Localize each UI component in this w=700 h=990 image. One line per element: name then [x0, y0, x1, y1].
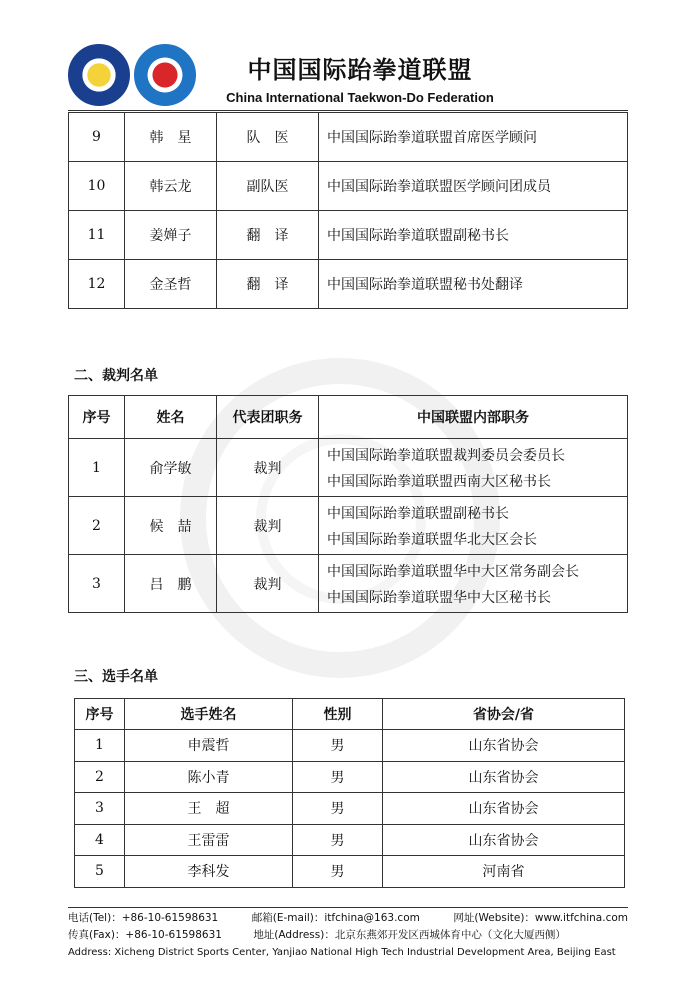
table-row: [69, 439, 628, 497]
cell-name: 韩云龙: [125, 162, 217, 211]
cell-position: 中国国际跆拳道联盟副秘书长: [319, 211, 628, 260]
cell-no: 5: [75, 856, 125, 888]
cell-association: 河南省: [383, 856, 625, 888]
cell-name: 陈小青: [125, 761, 293, 793]
cell-no: 2: [69, 497, 125, 555]
table-row: [75, 761, 625, 793]
cell-no: 3: [75, 793, 125, 825]
org-title-english: China International Taekwon-Do Federation: [226, 90, 494, 105]
footer-row-contacts: [68, 910, 628, 927]
cell-position: 中国国际跆拳道联盟首席医学顾问: [319, 113, 628, 162]
cell-gender: 男: [293, 793, 383, 825]
footer-fax: 传真(Fax)：+86-10-61598631: [68, 929, 222, 941]
table-row: [69, 162, 628, 211]
cell-no: 11: [69, 211, 125, 260]
table-row: [69, 113, 628, 162]
cell-no: 1: [69, 439, 125, 497]
table-row: [75, 730, 625, 762]
cell-position: [319, 439, 628, 497]
footer-contact: [68, 910, 628, 961]
cell-gender: 男: [293, 856, 383, 888]
table-header-row: [69, 396, 628, 439]
cell-position: 中国国际跆拳道联盟医学顾问团成员: [319, 162, 628, 211]
col-header-no: 序号: [69, 396, 125, 439]
cell-gender: 男: [293, 761, 383, 793]
table-row: [69, 555, 628, 613]
cell-role: 裁判: [217, 439, 319, 497]
cell-position: [319, 555, 628, 613]
position-line: 中国国际跆拳道联盟副秘书长: [327, 505, 509, 522]
table-row: [69, 260, 628, 309]
cell-name: 李科发: [125, 856, 293, 888]
cell-gender: 男: [293, 730, 383, 762]
cell-role: 翻 译: [217, 211, 319, 260]
cell-name: 王 超: [125, 793, 293, 825]
footer-divider: [68, 907, 628, 908]
cell-role: 翻 译: [217, 260, 319, 309]
cell-name: 王雷雷: [125, 824, 293, 856]
position-line: 中国国际跆拳道联盟西南大区秘书长: [327, 473, 551, 490]
footer-tel: 电话(Tel)：+86-10-61598631: [68, 912, 219, 924]
position-line: 中国国际跆拳道联盟华中大区秘书长: [327, 589, 551, 606]
footer-email: 邮箱(E-mail)：itfchina@163.com: [251, 912, 420, 924]
cell-role: 裁判: [217, 497, 319, 555]
letterhead: [0, 0, 700, 112]
col-header-no: 序号: [75, 699, 125, 730]
cell-association: 山东省协会: [383, 730, 625, 762]
footer-address-en: Address: Xicheng District Sports Center, Yanjiao National High Tech Industrial Development Area, Beijing East: [68, 947, 616, 958]
footer-row-fax: [68, 927, 628, 944]
cell-association: 山东省协会: [383, 824, 625, 856]
section-heading-athletes: 三、选手名单: [74, 669, 158, 685]
org-title-chinese: 中国国际跆拳道联盟: [247, 56, 473, 84]
cell-association: 山东省协会: [383, 793, 625, 825]
footer-website: 网址(Website)：www.itfchina.com: [453, 912, 628, 924]
col-header-position: 中国联盟内部职务: [319, 396, 628, 439]
section-heading-referees: 二、裁判名单: [74, 368, 158, 384]
col-header-name: 姓名: [125, 396, 217, 439]
china-itf-emblem-logo: [134, 44, 196, 106]
cell-no: 3: [69, 555, 125, 613]
cell-name: 金圣哲: [125, 260, 217, 309]
table-row: [75, 793, 625, 825]
cell-role: 副队医: [217, 162, 319, 211]
col-header-gender: 性别: [293, 699, 383, 730]
table-header-row: [75, 699, 625, 730]
cell-gender: 男: [293, 824, 383, 856]
cell-name: 姜婵子: [125, 211, 217, 260]
staff-table-continued: [68, 112, 628, 309]
table-row: [75, 856, 625, 888]
position-line: 中国国际跆拳道联盟裁判委员会委员长: [327, 447, 565, 464]
table-row: [75, 824, 625, 856]
position-line: 中国国际跆拳道联盟华中大区常务副会长: [327, 563, 579, 580]
athlete-table: [74, 698, 625, 888]
cell-no: 10: [69, 162, 125, 211]
cell-no: 2: [75, 761, 125, 793]
col-header-association: 省协会/省: [383, 699, 625, 730]
cell-association: 山东省协会: [383, 761, 625, 793]
table-row: [69, 497, 628, 555]
cell-name: 韩 星: [125, 113, 217, 162]
referee-table: [68, 395, 628, 613]
cell-name: 候 喆: [125, 497, 217, 555]
col-header-role: 代表团职务: [217, 396, 319, 439]
itf-emblem-logo: [68, 44, 130, 106]
cell-name: 吕 鹏: [125, 555, 217, 613]
cell-name: 俞学敏: [125, 439, 217, 497]
cell-no: 1: [75, 730, 125, 762]
cell-no: 9: [69, 113, 125, 162]
col-header-athlete-name: 选手姓名: [125, 699, 293, 730]
cell-name: 申震哲: [125, 730, 293, 762]
cell-no: 4: [75, 824, 125, 856]
footer-address-cn: 地址(Address)：北京东燕郊开发区西城体育中心（文化大厦西侧）: [253, 929, 566, 941]
header-divider: [68, 110, 628, 111]
cell-no: 12: [69, 260, 125, 309]
cell-role: 裁判: [217, 555, 319, 613]
cell-role: 队 医: [217, 113, 319, 162]
cell-position: [319, 497, 628, 555]
table-row: [69, 211, 628, 260]
cell-position: 中国国际跆拳道联盟秘书处翻译: [319, 260, 628, 309]
position-line: 中国国际跆拳道联盟华北大区会长: [327, 531, 537, 548]
